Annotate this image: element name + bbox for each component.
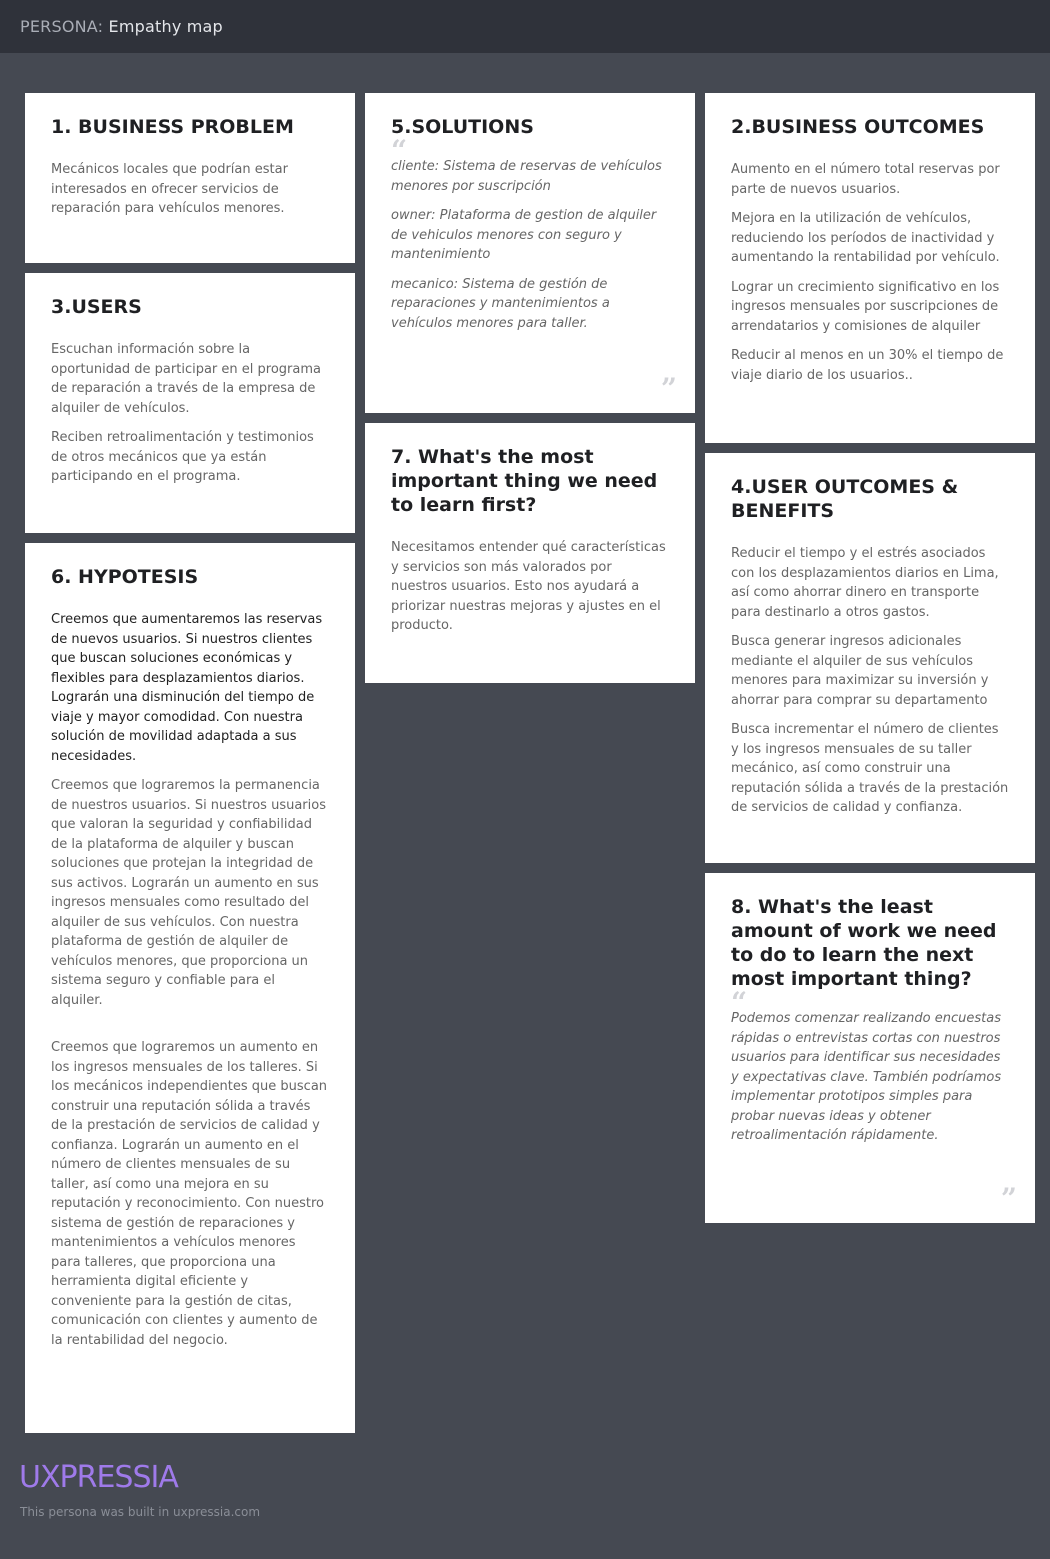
open-quote-icon: “ bbox=[391, 134, 408, 167]
card-title: 5.SOLUTIONS bbox=[391, 116, 534, 138]
card-user-outcomes bbox=[705, 453, 1035, 863]
card-text: Busca incrementar el número de clientes y los ingresos mensuales de su taller mecánico, así como construir una reputación sólida a través de la prestación de servicios de calidad y confianza. bbox=[731, 722, 1009, 815]
card-business-problem bbox=[25, 93, 355, 263]
card-text: cliente: Sistema de reservas de vehículos menores por suscripción bbox=[391, 159, 662, 194]
card-text: Busca generar ingresos adicionales mediante el alquiler de sus vehículos menores para maximizar su inversión y ahorrar para comprar su departamento bbox=[731, 634, 989, 708]
card-title: 4.USER OUTCOMES & BENEFITS bbox=[731, 476, 959, 522]
page-title: Empathy map bbox=[108, 17, 223, 36]
card-title: 7. What's the most important thing we need to learn first? bbox=[391, 446, 658, 516]
card-least-work bbox=[705, 873, 1035, 1223]
card-text: Reducir el tiempo y el estrés asociados con los desplazamientos diarios en Lima, así como ahorrar dinero en transporte para destinarlo a otros gastos. bbox=[731, 546, 999, 620]
card-text: Creemos que lograremos la permanencia de nuestros usuarios. Si nuestros usuarios que valoran la seguridad y confiabilidad de la plataforma de alquiler y buscan soluciones que protejan la integridad de sus activos. Lograrán un aumento en sus ingresos mensuales como resultado del alquiler de sus vehículos. Con nuestra plataforma de gestión de alquiler de vehículos menores, que proporciona un sistema seguro y confiable para el alquiler. bbox=[51, 778, 326, 1008]
card-text: Mejora en la utilización de vehículos, reduciendo los períodos de inactividad y aumentando la rentabilidad por vehículo. bbox=[731, 211, 1000, 265]
card-text: Mecánicos locales que podrían estar interesados en ofrecer servicios de reparación para vehículos menores. bbox=[51, 162, 288, 216]
card-hypotesis bbox=[25, 543, 355, 1433]
card-text: Aumento en el número total reservas por parte de nuevos usuarios. bbox=[731, 162, 1000, 197]
card-text: Escuchan información sobre la oportunidad de participar en el programa de reparación a través de la empresa de alquiler de vehículos. bbox=[51, 342, 321, 416]
card-title: 1. BUSINESS PROBLEM bbox=[51, 116, 294, 138]
card-text: mecanico: Sistema de gestión de reparaciones y mantenimientos a vehículos menores para taller. bbox=[391, 276, 610, 331]
footer-note: This persona was built in uxpressia.com bbox=[20, 1505, 261, 1519]
card-title: 3.USERS bbox=[51, 296, 142, 318]
card-text: Lograr un crecimiento significativo en los ingresos mensuales por suscripciones de arrendatarios y comisiones de alquiler bbox=[731, 279, 1000, 334]
card-title: 6. HYPOTESIS bbox=[51, 566, 199, 588]
uxpressia-logo[interactable]: UXPRESSIA bbox=[19, 1460, 178, 1495]
card-title: 2.BUSINESS OUTCOMES bbox=[731, 116, 985, 138]
card-text: owner: Plataforma de gestion de alquiler de vehiculos menores con seguro y mantenimiento bbox=[391, 208, 657, 262]
close-quote-icon: ” bbox=[1000, 1182, 1017, 1215]
card-text: Creemos que lograremos un aumento en los ingresos mensuales de los talleres. Si los mecánicos independientes que buscan construir una reputación sólida a través de la prestación de servicios de calidad y confianza. Lograrán un aumento en el número de clientes mensuales de su taller, así como una mejora en su reputación y reconocimiento. Con nuestro sistema de gestión de reparaciones y mantenimientos a vehículos menores para talleres, que proporciona una herramienta digital eficiente y conveniente para la gestión de citas, comunicación con clientes y aumento de la rentabilidad del negocio. bbox=[51, 1040, 328, 1348]
card-title: 8. What's the least amount of work we need to do to learn the next most important thing? bbox=[731, 896, 997, 990]
card-text: Podemos comenzar realizando encuestas rápidas o entrevistas cortas con nuestros usuarios para identificar sus necesidades y expectativas clave. También podríamos implementar prototipos simples para probar nuevas ideas y obtener retroalimentación rápidamente. bbox=[731, 1011, 1002, 1143]
open-quote-icon: “ bbox=[731, 986, 748, 1019]
close-quote-icon: ” bbox=[660, 372, 677, 405]
top-bar bbox=[0, 0, 1050, 53]
card-solutions bbox=[365, 93, 695, 413]
persona-label: PERSONA: bbox=[20, 17, 104, 36]
card-text: Reducir al menos en un 30% el tiempo de viaje diario de los usuarios.. bbox=[731, 348, 1004, 383]
card-text: Creemos que aumentaremos las reservas de nuevos usuarios. Si nuestros clientes que buscan soluciones económicas y flexibles para desplazamientos diarios. Lograrán una disminución del tiempo de viaje y mayor comodidad. Con nuestra solución de movilidad adaptada a sus necesidades. bbox=[51, 612, 323, 764]
card-business-outcomes bbox=[705, 93, 1035, 443]
card-users bbox=[25, 273, 355, 533]
card-learn-first bbox=[365, 423, 695, 683]
card-text: Reciben retroalimentación y testimonios de otros mecánicos que ya están participando en el programa. bbox=[51, 430, 314, 484]
card-text: Necesitamos entender qué características y servicios son más valorados por nuestros usuarios. Esto nos ayudará a priorizar nuestras mejoras y ajustes en el producto. bbox=[391, 540, 666, 633]
